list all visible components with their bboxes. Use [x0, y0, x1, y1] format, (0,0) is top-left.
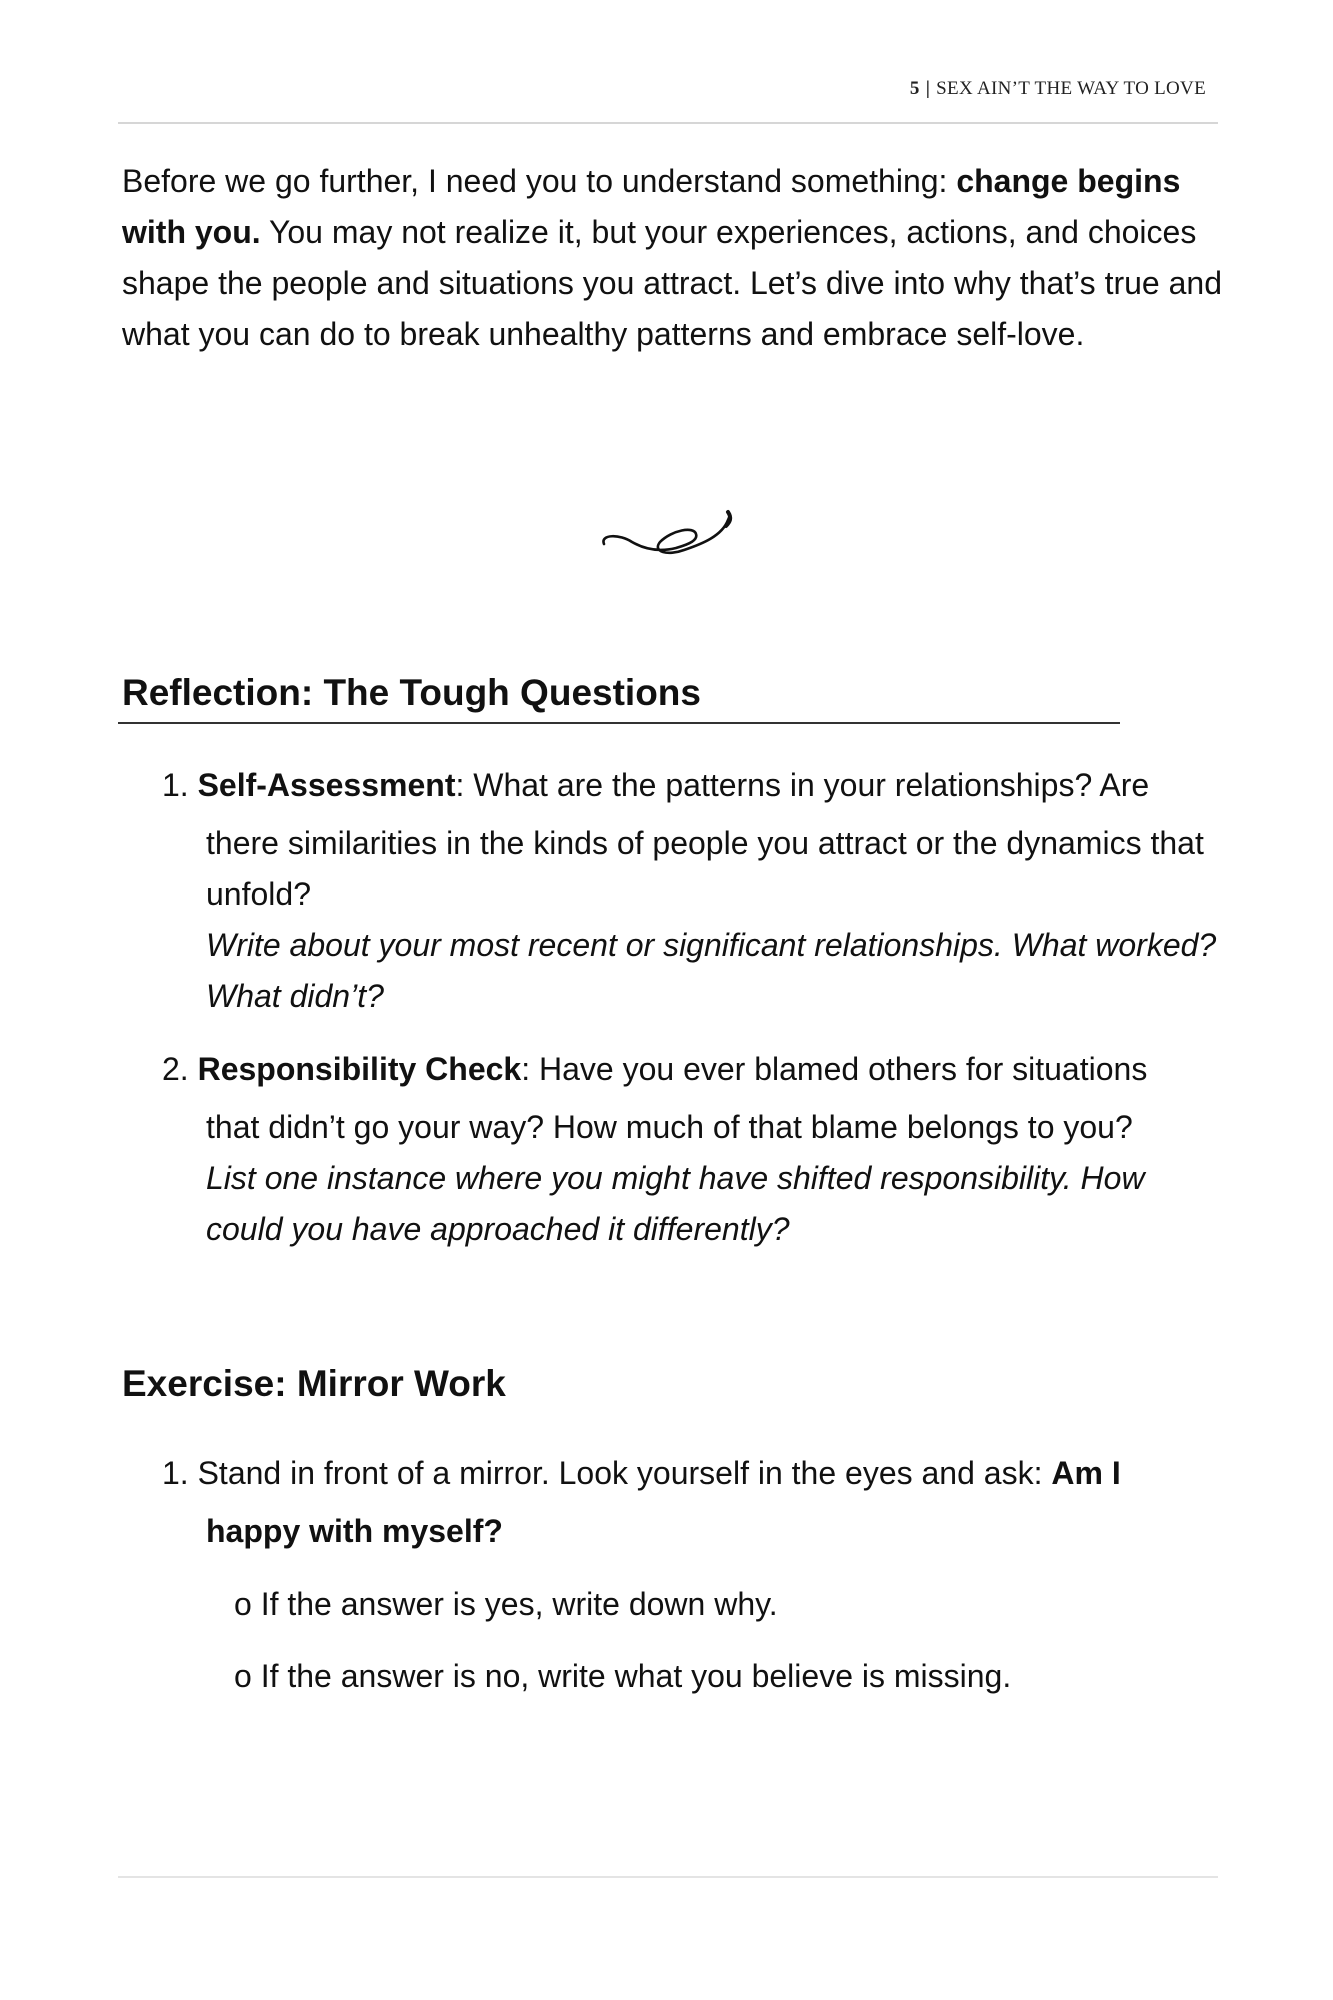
exercise-heading: Exercise: Mirror Work [122, 1363, 506, 1404]
item-bold-question-end: happy with myself? [206, 1513, 503, 1549]
exercise-item-1-first-line [162, 1448, 1222, 1499]
reflection-item-2 [162, 1044, 1222, 1255]
subitem-text: If the answer is no, write what you believe is missing. [260, 1658, 1012, 1694]
item-label: Self-Assessment [197, 767, 456, 803]
flourish-divider-icon [598, 508, 738, 564]
item-text-rest: that didn’t go your way? How much of that blame belongs to you? [206, 1109, 1133, 1145]
intro-bold-phrase: change begins with you. [122, 163, 1181, 250]
item-number: 1. [162, 1455, 189, 1491]
reflection-item-2-first-line [162, 1044, 1222, 1095]
reflection-item-1 [162, 760, 1222, 1022]
intro-paragraph [122, 156, 1222, 360]
book-title: SEX AIN’T THE WAY TO LOVE [936, 78, 1206, 99]
subitem-text: If the answer is yes, write down why. [260, 1586, 778, 1622]
item-label: Responsibility Check [197, 1051, 522, 1087]
item-bold-question-start: Am I [1051, 1455, 1121, 1491]
header-separator: | [925, 78, 931, 99]
header-rule [118, 122, 1218, 124]
item-text-first-line: : Have you ever blamed others for situations [521, 1051, 1148, 1087]
page-number: 5 [909, 78, 920, 99]
footer-rule [118, 1876, 1218, 1878]
running-header [910, 78, 1206, 100]
subitem-bullet: o [234, 1658, 252, 1694]
item-number: 1. [162, 767, 189, 803]
item-writing-prompt: Write about your most recent or significant relationships. What worked? What didn’t? [206, 927, 1217, 1014]
intro-text-end: You may not realize it, but your experiences, actions, and choices shape the people and situations you attract. Let’s dive into why that’s true and what you can do to break unhealthy patterns and embrace self-love. [122, 214, 1222, 352]
intro-text-start: Before we go further, I need you to understand something: [122, 163, 957, 199]
item-text-rest: there similarities in the kinds of people you attract or the dynamics that unfold? [206, 825, 1204, 912]
item-number: 2. [162, 1051, 189, 1087]
exercise-subitem-1 [234, 1579, 778, 1630]
item-text-first-line: : What are the patterns in your relationships? Are [455, 767, 1150, 803]
reflection-item-1-first-line [162, 760, 1222, 811]
exercise-subitem-2 [234, 1651, 1011, 1702]
heading-underline [118, 722, 1120, 724]
item-writing-prompt: List one instance where you might have shifted responsibility. How could you have approached it differently? [206, 1160, 1145, 1247]
subitem-bullet: o [234, 1586, 252, 1622]
reflection-heading: Reflection: The Tough Questions [122, 672, 701, 713]
exercise-item-1 [162, 1448, 1222, 1557]
item-text: Stand in front of a mirror. Look yourself in the eyes and ask: [197, 1455, 1052, 1491]
